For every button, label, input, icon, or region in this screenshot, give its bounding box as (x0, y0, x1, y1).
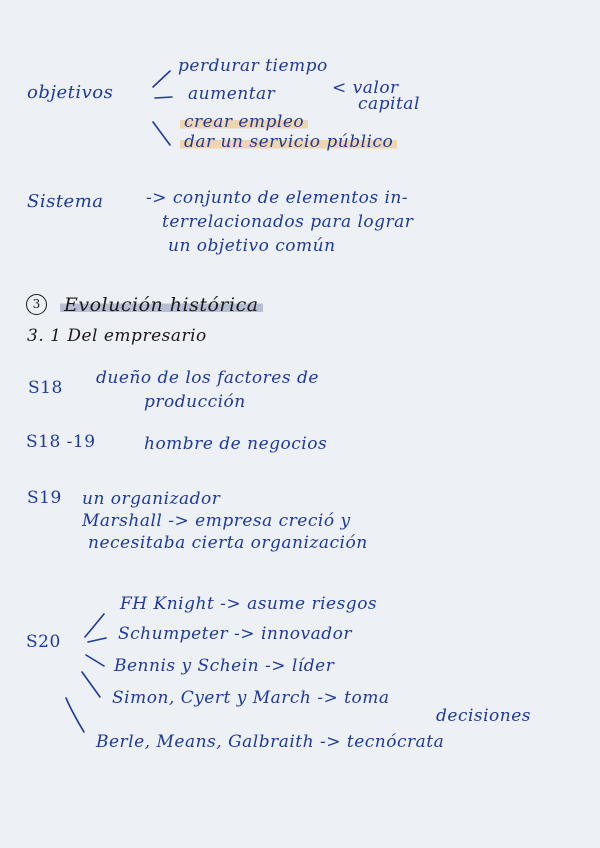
s20-item: Bennis y Schein -> líder (114, 656, 335, 676)
entry-line: producción (144, 392, 246, 412)
s20-branch-3 (86, 655, 104, 666)
entry-line: necesitaba cierta organización (88, 533, 368, 553)
period-label: S20 (26, 632, 61, 652)
s20-item: Berle, Means, Galbraith -> tecnócrata (96, 732, 445, 752)
s20-branch-4 (82, 672, 100, 697)
period-label: S18 (28, 378, 63, 398)
objetivo-item-highlighted: dar un servicio público (180, 134, 397, 151)
s20-item: Schumpeter -> innovador (118, 624, 352, 644)
entry-line: un organizador (82, 489, 221, 509)
s20-branch-1 (85, 614, 104, 637)
objetivos-branch-2 (155, 97, 172, 98)
s20-item: FH Knight -> asume riesgos (120, 594, 378, 614)
entry-line: Marshall -> empresa creció y (82, 511, 351, 531)
s20-branch-5 (66, 698, 84, 732)
s20-branch-2 (88, 638, 106, 642)
s20-item: Simon, Cyert y March -> toma (112, 688, 390, 708)
section-title: Evolución histórica (60, 296, 263, 315)
subsection-title: 3. 1 Del empresario (27, 326, 207, 346)
objetivos-branch-1 (153, 71, 170, 87)
objetivo-item: perdurar tiempo (178, 56, 328, 76)
capital-note: capital (358, 94, 420, 114)
period-label: S19 (27, 488, 62, 508)
objetivos-branch-3 (153, 122, 170, 145)
objetivos-label: objetivos (27, 82, 114, 103)
sistema-label: Sistema (27, 191, 104, 212)
s20-item-continuation: decisiones (436, 706, 532, 726)
sistema-definition-line: terrelacionados para lograr (162, 212, 414, 232)
section-number-circle: 3 (26, 294, 47, 315)
valor-note: < valor (332, 78, 399, 98)
entry-line: hombre de negocios (144, 434, 328, 454)
entry-line: dueño de los factores de (96, 368, 319, 388)
sistema-definition-line: -> conjunto de elementos in- (146, 188, 409, 208)
sistema-definition-line: un objetivo común (168, 236, 336, 256)
objetivo-item-highlighted: crear empleo (180, 114, 308, 131)
period-label: S18 -19 (26, 432, 96, 452)
objetivo-item: aumentar (188, 84, 276, 104)
